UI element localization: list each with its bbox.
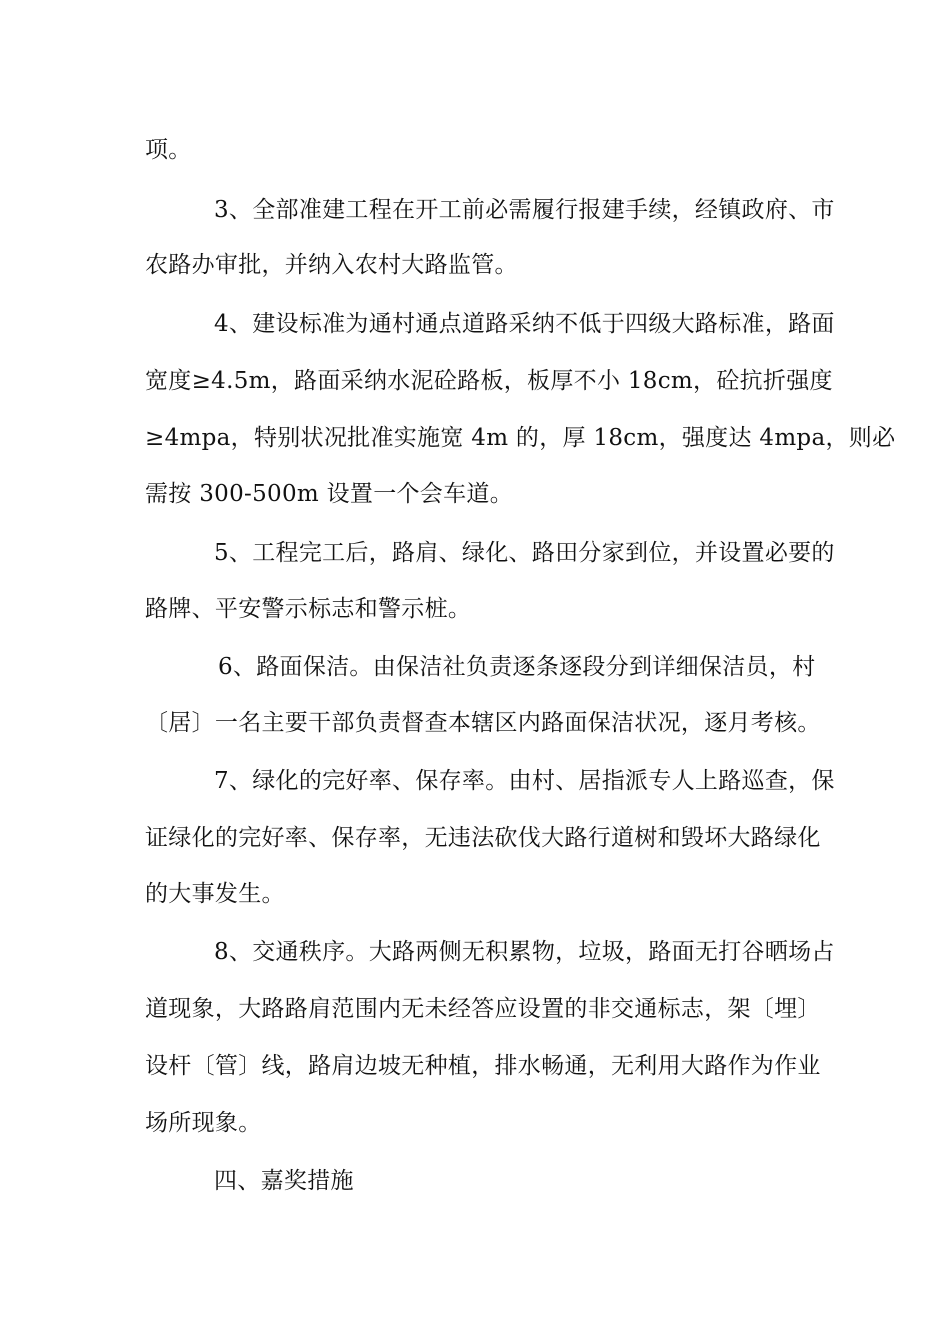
text-line: 宽度≥4.5m，路面采纳水泥砼路板，板厚不小 18cm，砼抗折强度 [145,368,833,394]
text-line: 的大事发生。 [145,881,285,907]
text-line: 农路办审批，并纳入农村大路监管。 [145,252,518,278]
text-line: 6、路面保洁。由保洁社负责逐条逐段分到详细保洁员，村 [218,654,816,680]
section-heading: 四、嘉奖措施 [214,1168,354,1194]
text-line: 3、全部准建工程在开工前必需履行报建手续，经镇政府、市 [214,197,835,223]
text-line: 道现象，大路路肩范围内无未经答应设置的非交通标志，架〔埋〕 [145,996,821,1022]
text-line: 5、工程完工后，路肩、绿化、路田分家到位，并设置必要的 [214,540,835,566]
text-line: 4、建设标准为通村通点道路采纳不低于四级大路标准，路面 [214,311,835,337]
text-line: 设杆〔管〕线，路肩边坡无种植，排水畅通，无利用大路作为作业 [145,1053,821,1079]
text-line: 证绿化的完好率、保存率，无违法砍伐大路行道树和毁坏大路绿化 [145,825,821,851]
text-line: 7、绿化的完好率、保存率。由村、居指派专人上路巡查，保 [214,768,835,794]
text-line: 场所现象。 [145,1110,262,1136]
text-line: 〔居〕一名主要干部负责督查本辖区内路面保洁状况，逐月考核。 [145,710,821,736]
text-line: 路牌、平安警示标志和警示桩。 [145,596,472,622]
text-line: 项。 [145,137,192,163]
text-line: ≥4mpa，特别状况批准实施宽 4m 的，厚 18cm，强度达 4mpa，则必 [145,425,896,451]
text-line: 8、交通秩序。大路两侧无积累物，垃圾，路面无打谷晒场占 [214,939,835,965]
text-line: 需按 300-500m 设置一个会车道。 [145,481,514,507]
